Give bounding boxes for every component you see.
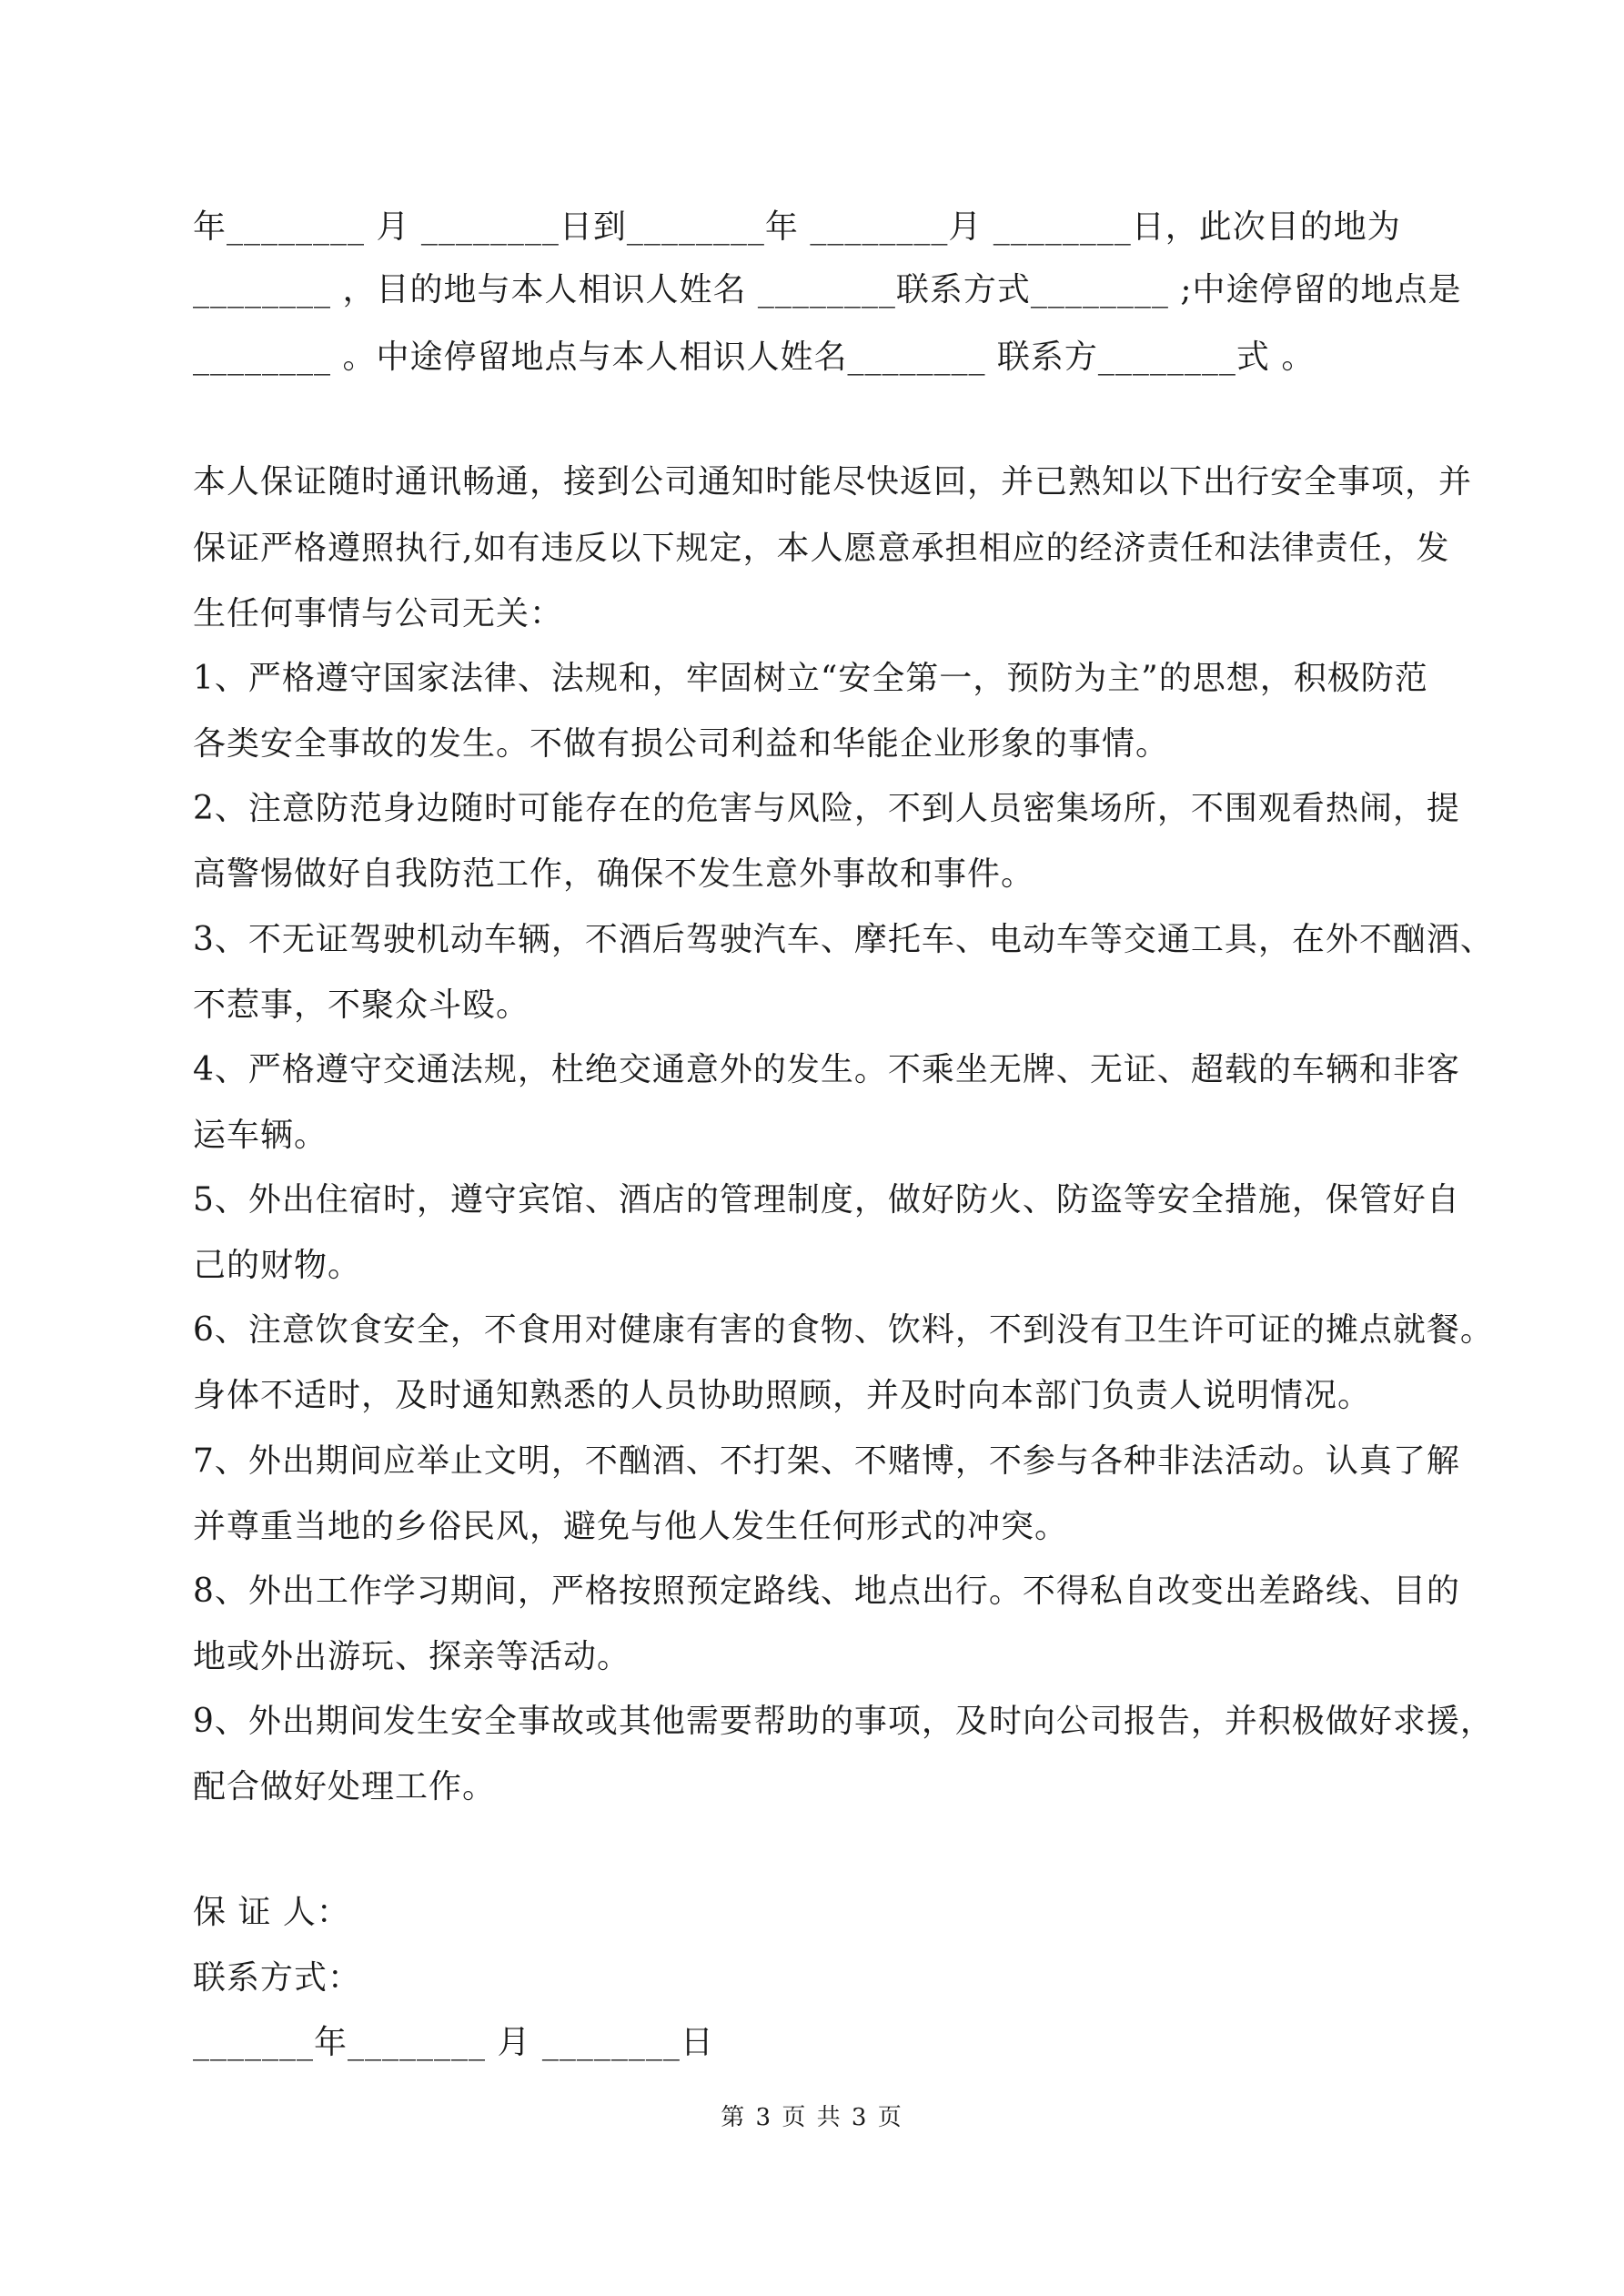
header-line-1: 年________ 月 ________日到________年 ________月 ________日，此次目的地为: [193, 208, 1401, 246]
rule-7-line-2: 并尊重当地的乡俗民风，避免与他人发生任何形式的冲突。: [193, 1508, 1069, 1545]
contact-label: 联系方式：: [193, 1959, 362, 1997]
rule-5-line-1: 5、外出住宿时，遵守宾馆、酒店的管理制度，做好防火、防盗等安全措施，保管好自: [193, 1181, 1460, 1219]
header-line-3: ________ 。中途停留地点与本人相识人姓名________ 联系方________式 。: [193, 339, 1316, 376]
intro-line-1: 本人保证随时通讯畅通，接到公司通知时能尽快返回，并已熟知以下出行安全事项，并: [193, 463, 1473, 501]
intro-line-2: 保证严格遵照执行,如有违反以下规定，本人愿意承担相应的经济责任和法律责任，发: [193, 530, 1450, 567]
page-indicator: 第 3 页 共 3 页: [721, 2104, 903, 2131]
intro-line-3: 生任何事情与公司无关：: [193, 595, 564, 632]
rule-9-line-2: 配合做好处理工作。: [193, 1768, 497, 1805]
guarantor-label: 保 证 人：: [193, 1894, 350, 1931]
rule-8-line-2: 地或外出游玩、探亲等活动。: [193, 1638, 631, 1675]
rule-4-line-1: 4、严格遵守交通法规，杜绝交通意外的发生。不乘坐无牌、无证、超载的车辆和非客: [193, 1051, 1460, 1088]
rule-1-line-1: 1、严格遵守国家法律、法规和，牢固树立“安全第一，预防为主”的思想，积极防范: [193, 660, 1428, 697]
header-line-2: ________ ，目的地与本人相识人姓名 ________联系方式________ ;中途停留的地点是: [193, 271, 1462, 308]
rule-6-line-2: 身体不适时，及时通知熟悉的人员协助照顾，并及时向本部门负责人说明情况。: [193, 1377, 1372, 1414]
rule-6-line-1: 6、注意饮食安全，不食用对健康有害的食物、饮料，不到没有卫生许可证的摊点就餐。: [193, 1311, 1494, 1349]
rule-1-line-2: 各类安全事故的发生。不做有损公司利益和华能企业形象的事情。: [193, 725, 1170, 763]
rule-3-line-2: 不惹事，不聚众斗殴。: [193, 986, 530, 1024]
rule-3-line-1: 3、不无证驾驶机动车辆，不酒后驾驶汽车、摩托车、电动车等交通工具，在外不酗酒、: [193, 921, 1494, 958]
rule-7-line-1: 7、外出期间应举止文明，不酗酒、不打架、不赌博，不参与各种非法活动。认真了解: [193, 1442, 1460, 1480]
rule-9-line-1: 9、外出期间发生安全事故或其他需要帮助的事项，及时向公司报告，并积极做好求援，: [193, 1703, 1494, 1740]
rule-8-line-1: 8、外出工作学习期间，严格按照预定路线、地点出行。不得私自改变出差路线、目的: [193, 1573, 1460, 1610]
rule-4-line-2: 运车辆。: [193, 1117, 328, 1154]
signature-date-line: _______年________ 月 ________日: [193, 2024, 714, 2061]
rule-2-line-1: 2、注意防范身边随时可能存在的危害与风险，不到人员密集场所，不围观看热闹，提: [193, 790, 1460, 827]
rule-5-line-2: 己的财物。: [193, 1247, 362, 1284]
rule-2-line-2: 高警惕做好自我防范工作，确保不发生意外事故和事件。: [193, 855, 1035, 893]
